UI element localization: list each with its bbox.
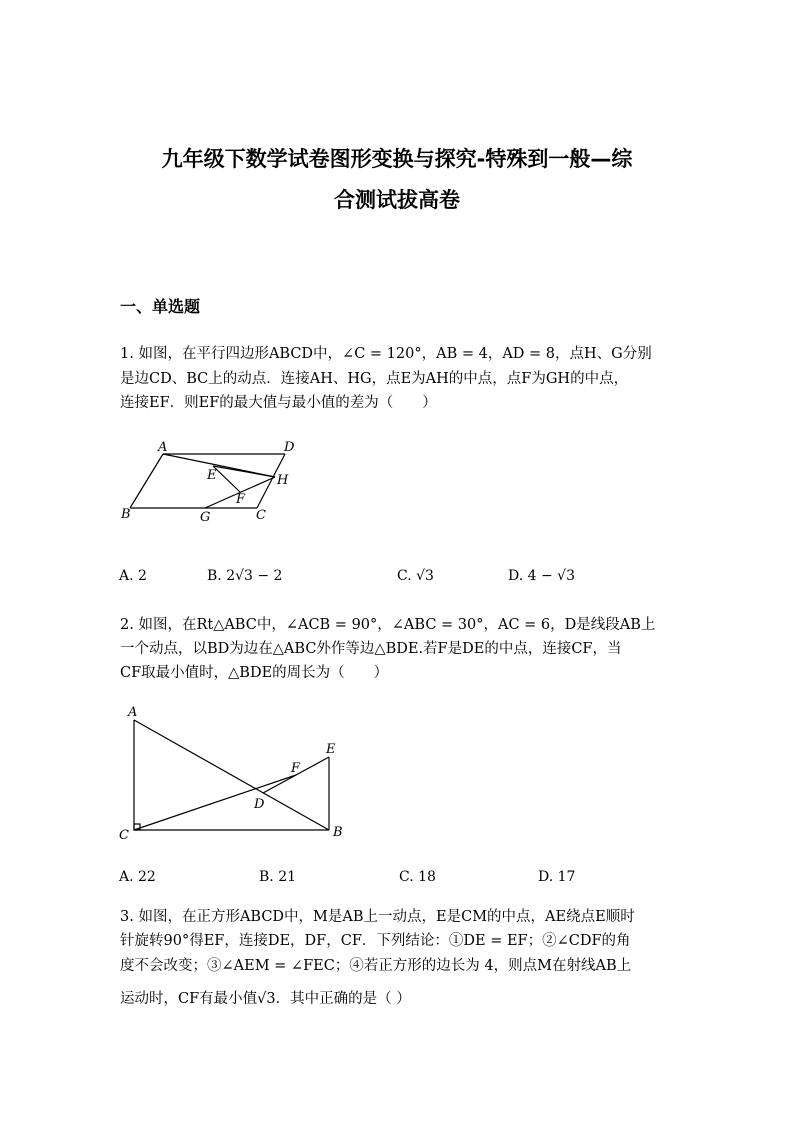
q1-label-A: A xyxy=(158,440,168,455)
q1-option-c: C. √3 xyxy=(397,568,434,584)
q1-option-a: A. 2 xyxy=(119,568,147,584)
q2-line-3: CF取最小值时，△BDE的周长为（ ） xyxy=(120,665,389,681)
q1-line-3: 连接EF．则EF的最大值与最小值的差为（ ） xyxy=(120,395,437,411)
q1-option-b: B. 2√3 − 2 xyxy=(207,568,283,584)
q1-line-2: 是边CD、BC上的动点．连接AH、HG，点E为AH的中点，点F为GH的中点， xyxy=(120,371,629,387)
q2-option-a: A. 22 xyxy=(119,869,156,885)
q1-label-C: C xyxy=(256,508,266,523)
q2-label-C: C xyxy=(119,828,129,843)
q2-label-B: B xyxy=(333,825,343,840)
q2-label-E: E xyxy=(326,742,336,757)
q1-label-H: H xyxy=(277,473,289,488)
q2-line-2: 一个动点，以BD为边在△ABC外作等边△BDE.若F是DE的中点，连接CF，当 xyxy=(120,641,622,657)
q1-label-F: F xyxy=(236,492,246,507)
q1-figure xyxy=(115,437,305,527)
q2-label-A: A xyxy=(128,705,138,720)
q3-line-1: 3. 如图，在正方形ABCD中，M是AB上一动点，E是CM的中点，AE绕点E顺时 xyxy=(120,909,635,925)
q1-line-1: 1. 如图，在平行四边形ABCD中，∠C = 120°，AB = 4，AD = 8，点H、G分别 xyxy=(120,346,652,362)
title-line-1: 九年级下数学试卷图形变换与探究-特殊到一般—综 xyxy=(161,147,633,171)
title-line-2: 合测试拔高卷 xyxy=(334,188,460,212)
q2-label-D: D xyxy=(254,797,265,812)
q3-line-2: 针旋转90°得EF，连接DE，DF，CF．下列结论：①DE = EF；②∠CDF的角 xyxy=(120,933,631,949)
q1-label-D: D xyxy=(284,440,295,455)
section-heading: 一、单选题 xyxy=(120,297,201,316)
q3-line-3: 度不会改变；③∠AEM = ∠FEC；④若正方形的边长为 4，则点M在射线AB上 xyxy=(120,958,632,974)
q1-label-G: G xyxy=(200,510,211,525)
q2-option-d: D. 17 xyxy=(538,869,576,885)
q2-option-c: C. 18 xyxy=(399,869,436,885)
q2-option-b: B. 21 xyxy=(259,869,297,885)
q2-line-1: 2. 如图，在Rt△ABC中，∠ACB = 90°，∠ABC = 30°，AC = 6，D是线段AB上 xyxy=(120,617,656,633)
q1-option-d: D. 4 − √3 xyxy=(508,568,575,584)
q1-label-B: B xyxy=(121,507,131,522)
q1-label-E: E xyxy=(207,468,217,483)
q2-label-F: F xyxy=(291,761,301,776)
q3-line-4: 运动时，CF有最小值√3．其中正确的是（ ） xyxy=(120,991,411,1007)
q2-figure xyxy=(115,700,355,845)
